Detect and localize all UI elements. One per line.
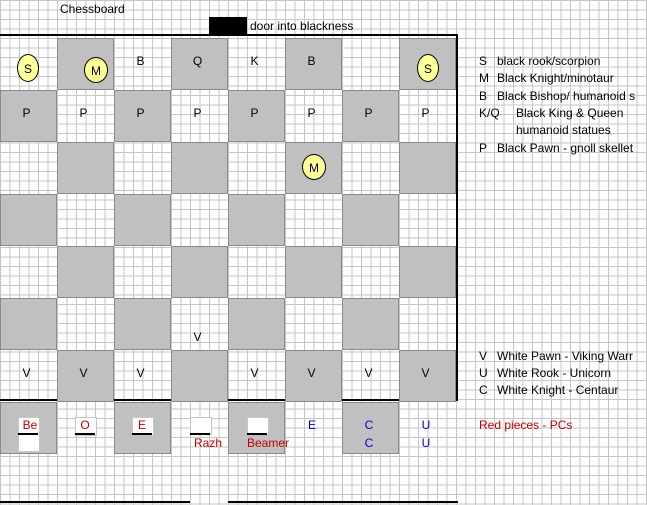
legend-key: M xyxy=(479,71,489,85)
dark-square xyxy=(228,194,285,246)
dark-square xyxy=(114,298,171,350)
legend-text: White Knight - Centaur xyxy=(497,383,619,397)
bottom-border xyxy=(0,501,190,503)
white-piece-e-label[interactable]: E xyxy=(307,418,316,432)
legend-key: V xyxy=(479,349,488,363)
white-pawn-label[interactable]: V xyxy=(250,366,259,380)
white-pawn-label[interactable]: V xyxy=(22,366,31,380)
white-rook-label[interactable]: U xyxy=(421,418,431,432)
dark-square xyxy=(342,194,399,246)
black-pawn-label[interactable]: P xyxy=(364,106,373,120)
pc-underline xyxy=(18,433,38,435)
black-pawn-label[interactable]: P xyxy=(136,106,145,120)
chessboard xyxy=(0,34,458,401)
sheet-title: Chessboard xyxy=(60,2,125,16)
dark-square xyxy=(399,142,456,194)
black-queen-label[interactable]: Q xyxy=(192,54,203,68)
legend-text: humanoid statues xyxy=(516,123,611,137)
pc-underline xyxy=(190,433,210,435)
legend-text: White Rook - Unicorn xyxy=(497,366,612,380)
black-rook-token[interactable]: S xyxy=(17,54,39,82)
black-pawn-label[interactable]: P xyxy=(250,106,259,120)
legend-red-note: Red pieces - PCs xyxy=(479,418,573,432)
door-marker xyxy=(209,17,247,34)
legend-text: Black Pawn - gnoll skellet xyxy=(497,141,634,155)
dark-square xyxy=(114,194,171,246)
dark-square xyxy=(171,246,228,298)
dark-square xyxy=(342,298,399,350)
white-pawn-label[interactable]: V xyxy=(307,366,316,380)
white-rook-label[interactable]: U xyxy=(421,436,431,450)
legend-text: Black King & Queen xyxy=(516,106,624,120)
legend-text: Black Bishop/ humanoid s xyxy=(497,89,636,103)
pc-be-label[interactable]: Be xyxy=(22,418,38,432)
dark-square xyxy=(171,142,228,194)
legend-key: P xyxy=(479,141,488,155)
legend-key: B xyxy=(479,89,488,103)
black-knight-token[interactable]: M xyxy=(302,154,326,180)
black-pawn-label[interactable]: P xyxy=(79,106,88,120)
dark-square xyxy=(57,142,114,194)
black-bishop-label[interactable]: B xyxy=(136,54,145,68)
dark-square xyxy=(57,246,114,298)
white-pawn-label[interactable]: V xyxy=(136,366,145,380)
black-bishop-label[interactable]: B xyxy=(307,54,316,68)
legend-text: black rook/scorpion xyxy=(497,54,601,68)
dark-square xyxy=(0,298,57,350)
dark-square xyxy=(0,194,57,246)
dark-square xyxy=(399,246,456,298)
legend-key: U xyxy=(479,366,488,380)
white-pawn-label[interactable]: V xyxy=(364,366,373,380)
black-rook-token[interactable]: S xyxy=(417,54,439,82)
white-knight-label[interactable]: C xyxy=(364,418,374,432)
legend-key: C xyxy=(479,383,488,397)
black-pawn-label[interactable]: P xyxy=(307,106,316,120)
dark-square xyxy=(228,298,285,350)
black-pawn-label[interactable]: P xyxy=(193,106,202,120)
pc-underline xyxy=(132,433,152,435)
pc-underline xyxy=(247,433,267,435)
legend-text: White Pawn - Viking Warr xyxy=(497,349,634,363)
black-king-label[interactable]: K xyxy=(250,54,259,68)
bottom-border xyxy=(228,501,458,503)
pc-underline xyxy=(75,433,95,435)
pc-razh-label[interactable]: Razh xyxy=(193,436,222,450)
white-pawn-label[interactable]: V xyxy=(79,366,88,380)
pc-beamer-label[interactable]: Beamer xyxy=(247,436,290,450)
black-pawn-label[interactable]: P xyxy=(421,106,430,120)
white-pawn-label[interactable]: V xyxy=(193,330,202,344)
door-label: door into blackness xyxy=(250,19,354,33)
dark-square xyxy=(171,350,228,402)
black-knight-token[interactable]: M xyxy=(84,57,108,83)
pc-e-label[interactable]: E xyxy=(137,418,146,432)
white-pawn-label[interactable]: V xyxy=(421,366,430,380)
dark-square xyxy=(285,246,342,298)
white-knight-label[interactable]: C xyxy=(364,436,374,450)
pc-o-label[interactable]: O xyxy=(80,418,90,432)
black-pawn-label[interactable]: P xyxy=(22,106,31,120)
legend-key: K/Q xyxy=(479,106,500,120)
legend-key: S xyxy=(479,54,488,68)
legend-text: Black Knight/minotaur xyxy=(497,71,614,85)
